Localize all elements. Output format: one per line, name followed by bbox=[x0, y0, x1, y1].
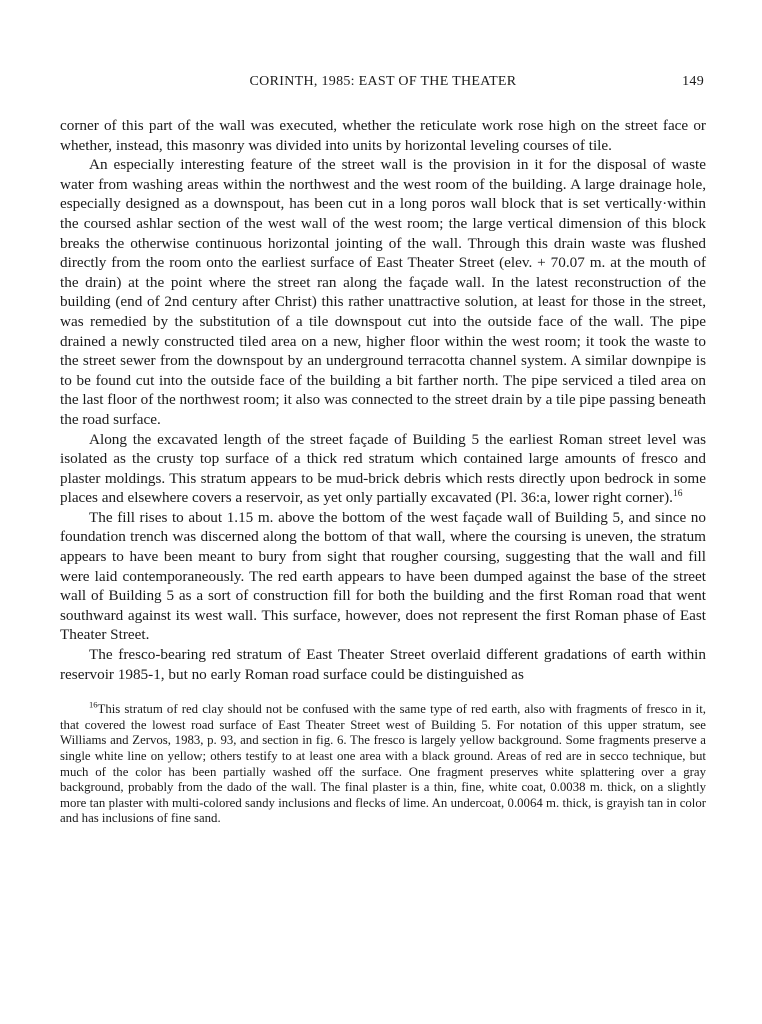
footnote bbox=[60, 699, 706, 827]
paragraph bbox=[60, 508, 706, 645]
footnote-text: This stratum of red clay should not be confused with the same type of red earth, also with fragments of fresco in it, that covered the lowest road surface of East Theater Street west of Building 5. For notation of this upper stratum, see Williams and Zervos, 1983, p. 93, and section in fig. 6. The fresco is largely yellow background. Some fragments preserve a single white line on yellow; others testify to at least one area with a black ground. Areas of red are in secco technique, but much of the color has been partially washed off the surface. One fragment preserves white splattering over a gray background, probably from the dado of the wall. The final plaster is a thin, fine, white coat, 0.0038 m. thick, on a slightly more tan plaster with multi-colored sandy inclusions and flecks of lime. An undercoat, 0.0064 m. thick, is grayish tan in color and has inclusions of fine sand. bbox=[60, 702, 706, 826]
paragraph-text: An especially interesting feature of the street wall is the provision in it for the disposal of waste water from washing areas within the northwest and the west room of the building. A large drainage hole, especially designed as a downspout, has been cut in a long poros wall block that is set vertically·within the coursed ashlar section of the west wall of the west room; the large vertical dimension of this block breaks the otherwise continuous horizontal jointing of the wall. Through this drain waste was flushed directly from the room onto the earliest surface of East Theater Street (elev. + 70.07 m. at the mouth of the drain) at the point where the street ran along the façade wall. In the latest reconstruction of the building (end of 2nd century after Christ) this rather unattractive solution, at least for those in the street, was remedied by the substitution of a tile downspout cut into the outside face of the wall. The pipe drained a newly constructed tiled area on a new, higher floor within the west room; it took the waste to the street sewer from the downspout by an underground terracotta channel system. A similar downpipe is to be found cut into the outside face of the building a bit farther north. The pipe serviced a tiled area on the last floor of the northwest room; it also was connected to the street drain by a tile pipe passing beneath the road surface. bbox=[60, 156, 706, 428]
paragraph bbox=[60, 645, 706, 684]
paragraph bbox=[60, 155, 706, 429]
paragraph-text: The fill rises to about 1.15 m. above the bottom of the west façade wall of Building 5, and since no foundation trench was discerned along the bottom of that wall, where the coursing is uneven, the stratum appears to have been meant to bury from sight that rougher coursing, suggesting that the wall and fill were laid contemporaneously. The red earth appears to have been dumped against the base of the street wall of Building 5 as a sort of construction fill for both the building and the first Roman road that went southward against its west wall. This surface, however, does not represent the first Roman phase of East Theater Street. bbox=[60, 508, 706, 644]
paragraph-text: corner of this part of the wall was executed, whether the reticulate work rose high on the street face or whether, instead, this masonry was divided into units by horizontal leveling courses of tile. bbox=[60, 117, 706, 154]
body-text bbox=[60, 116, 706, 684]
footnote-reference[interactable]: 16 bbox=[672, 489, 683, 500]
running-header bbox=[60, 74, 706, 96]
paragraph-text: The fresco-bearing red stratum of East Theater Street overlaid different gradations of earth within reservoir 1985-1, but no early Roman road surface could be distinguished as bbox=[60, 646, 706, 683]
document-page bbox=[60, 74, 706, 827]
running-title: CORINTH, 1985: EAST OF THE THEATER bbox=[249, 74, 517, 89]
page-number: 149 bbox=[682, 74, 704, 89]
paragraph-continuation bbox=[60, 116, 706, 155]
footnote-number: 16 bbox=[89, 699, 98, 710]
paragraph bbox=[60, 430, 706, 508]
paragraph-text: Along the excavated length of the street façade of Building 5 the earliest Roman street level was isolated as the crusty top surface of a thick red stratum which contained large amounts of fresco and plaster moldings. This stratum appears to be mud-brick debris which rests directly upon bedrock in some places and elsewhere covers a reservoir, as yet only partially excavated (Pl. 36:a, lower right corner). bbox=[60, 430, 706, 507]
